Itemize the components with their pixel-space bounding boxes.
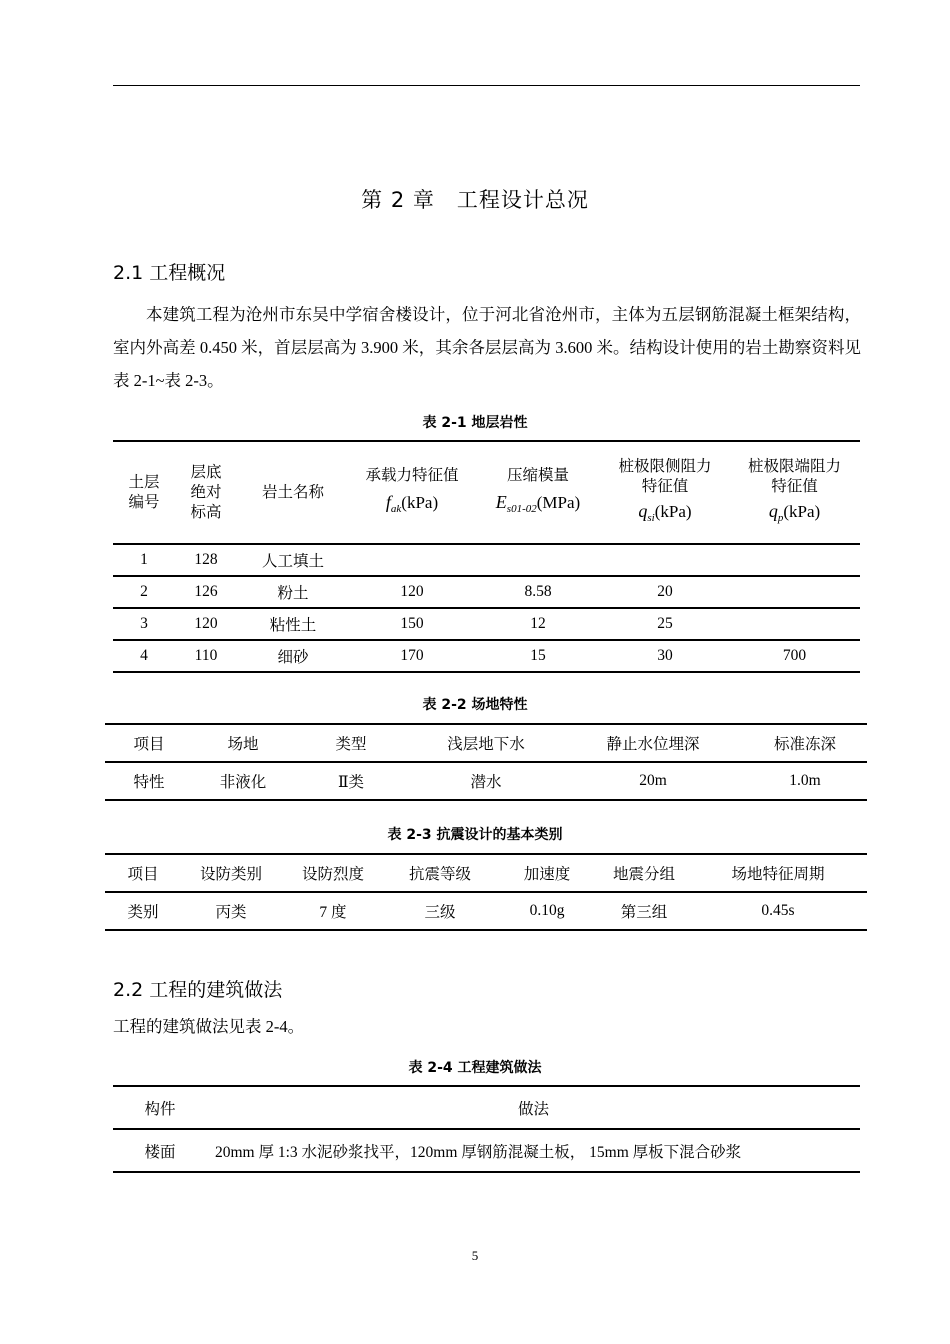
col-fak [349,441,475,544]
col-layer-no [113,441,175,544]
cell: 15 [475,640,601,672]
header-line: 绝对 [190,483,222,501]
unit: (kPa) [783,502,821,521]
chapter-title: 第 2 章 工程设计总况 [361,188,589,212]
col-soil-name: 岩土名称 [237,441,349,544]
cell: 粘性土 [237,608,349,640]
header-cell: 抗震等级 [385,854,495,892]
header-line: 承载力特征值 [365,467,459,484]
cell: 700 [729,640,860,672]
table-2-1-strata [113,440,860,673]
section-2-1-paragraph: 本建筑工程为沧州市东吴中学宿舍楼设计，位于河北省沧州市，主体为五层钢筋混凝土框架结构，室内外高差 0.450 米，首层层高为 3.900 米，其余各层层高为 3.600 米。结构设计使用的岩土勘察资料见表 2-1~表 2-3。 [113,305,861,390]
table-header-row [113,1086,860,1129]
symbol: E [495,492,507,512]
table-row [113,544,860,576]
col-es [475,441,601,544]
cell: 类别 [105,892,181,930]
symbol: q [638,501,648,521]
header-line: 压缩模量 [506,467,569,484]
cell: 非液化 [193,762,293,800]
header-line: 土层 [128,473,160,491]
table-2-4-caption: 表 2-4 工程建筑做法 [408,1060,542,1076]
cell [601,544,729,576]
header-line: 编号 [128,493,160,511]
subscript: si [647,512,655,524]
header-line: 特征值 [771,478,818,495]
table-2-1-caption: 表 2-1 地层岩性 [422,415,528,431]
table-2-3-seismic [105,853,867,931]
table-2-2-site [105,723,867,801]
subscript: p [777,512,784,524]
header-cell: 设防类别 [181,854,281,892]
cell: 110 [175,640,237,672]
cell: 7 度 [281,892,385,930]
cell: 25 [601,608,729,640]
table-header-row [105,854,867,892]
cell: 20mm 厚 1:3 水泥砂浆找平，120mm 厚钢筋混凝土板， 15mm 厚板下混合砂浆 [207,1129,860,1172]
header-line: 桩极限端阻力 [747,458,841,475]
cell [475,544,601,576]
cell: 0.45s [689,892,867,930]
unit: (MPa) [536,493,581,512]
header-cell: 浅层地下水 [409,724,563,762]
cell [729,608,860,640]
cell: 8.58 [475,576,601,608]
header-cell: 加速度 [495,854,599,892]
table-2-3-caption: 表 2-3 抗震设计的基本类别 [387,827,563,843]
cell: 潜水 [409,762,563,800]
cell: 3 [113,608,175,640]
cell [349,544,475,576]
table-header-row [105,724,867,762]
header-cell: 地震分组 [599,854,689,892]
table-2-2-caption: 表 2-2 场地特性 [422,697,528,713]
cell: 120 [349,576,475,608]
header-cell: 项目 [105,854,181,892]
cell: 人工填土 [237,544,349,576]
page-number: 5 [471,1248,479,1263]
cell: 2 [113,576,175,608]
cell: 150 [349,608,475,640]
symbol: f [385,492,391,512]
cell: 126 [175,576,237,608]
table-row [113,640,860,672]
cell: 128 [175,544,237,576]
header-rule [113,85,860,86]
header-cell: 静止水位埋深 [563,724,743,762]
cell: 12 [475,608,601,640]
cell: 20 [601,576,729,608]
header-cell: 类型 [293,724,409,762]
header-cell: 构件 [113,1086,207,1129]
table-row [105,892,867,930]
cell: 楼面 [113,1129,207,1172]
header-line: 桩极限侧阻力 [618,458,712,475]
section-2-2-paragraph: 工程的建筑做法见表 2-4。 [113,1017,305,1036]
cell [729,544,860,576]
col-qp [729,441,860,544]
cell: 170 [349,640,475,672]
cell: 20m [563,762,743,800]
unit: (kPa) [654,502,692,521]
cell: 丙类 [181,892,281,930]
cell: 1 [113,544,175,576]
table-row [105,762,867,800]
cell: 三级 [385,892,495,930]
cell: 第三组 [599,892,689,930]
table-2-4-construction [113,1085,860,1173]
header-cell: 设防烈度 [281,854,385,892]
table-row [113,608,860,640]
table-row [113,576,860,608]
header-cell: 做法 [207,1086,860,1129]
unit: (kPa) [401,493,439,512]
cell: Ⅱ类 [293,762,409,800]
subscript: s01-02 [506,503,537,515]
col-elevation [175,441,237,544]
symbol: q [768,501,778,521]
cell [729,576,860,608]
table-row [113,1129,860,1172]
col-qsi [601,441,729,544]
cell: 细砂 [237,640,349,672]
header-cell: 场地 [193,724,293,762]
header-cell: 项目 [105,724,193,762]
cell: 0.10g [495,892,599,930]
cell: 粉土 [237,576,349,608]
section-title-2-2: 2.2 工程的建筑做法 [113,979,283,1001]
header-cell: 标准冻深 [743,724,867,762]
cell: 1.0m [743,762,867,800]
subscript: ak [390,503,402,515]
header-cell: 场地特征周期 [689,854,867,892]
cell: 特性 [105,762,193,800]
table-header-row [113,441,860,544]
cell: 4 [113,640,175,672]
cell: 120 [175,608,237,640]
header-line: 特征值 [641,478,689,495]
header-line: 标高 [190,503,222,521]
cell: 30 [601,640,729,672]
section-title-2-1: 2.1 工程概况 [113,262,226,284]
header-line: 层底 [190,463,222,481]
